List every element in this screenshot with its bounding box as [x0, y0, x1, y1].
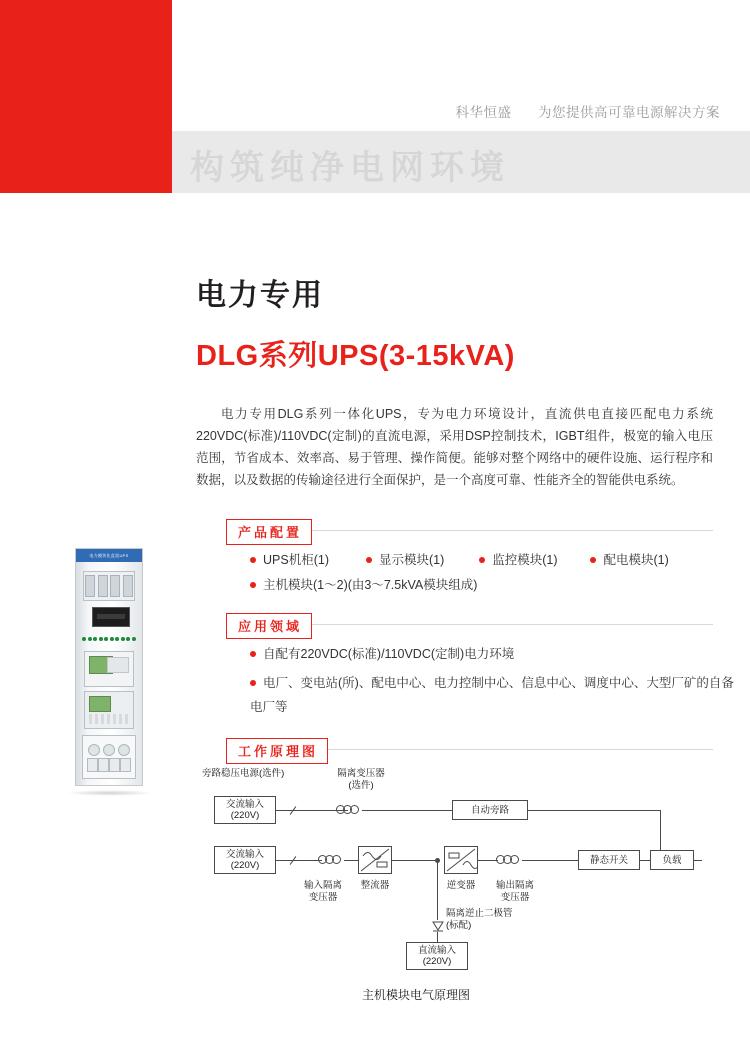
diagram-label-bypass-source: 旁路稳压电源(选件) [202, 768, 285, 779]
cabinet-keypad [107, 657, 129, 673]
bullet-dot-icon [250, 557, 256, 563]
diagram-wire [528, 810, 660, 811]
diagram-label-output-iso-1: 输出隔离 [495, 880, 534, 891]
diagram-wire [276, 860, 322, 861]
cabinet-led-row [82, 635, 136, 643]
cabinet-module-screen [89, 696, 111, 712]
diagram-box-line1: 交流输入 [225, 849, 264, 860]
diagram-wire [478, 860, 498, 861]
section-title-principle: 工作原理图 [226, 738, 328, 764]
diagram-box-line1: 直流输入 [417, 945, 456, 956]
page-subtitle: DLG系列UPS(3-15kVA) [196, 340, 515, 372]
diagram-wire [522, 860, 578, 861]
diagram-wire [392, 860, 438, 861]
section-header-config [226, 519, 312, 538]
diagram-transformer-input [318, 855, 344, 864]
diagram-box-line2: (220V) [422, 956, 452, 967]
diagram-caption: 主机模块电气原理图 [362, 988, 471, 1002]
config-item-label: 配电模块(1) [603, 553, 669, 568]
application-item-label: 自配有220VDC(标准)/110VDC(定制)电力环境 [263, 647, 515, 662]
cabinet-knobs [87, 742, 131, 758]
section-header-application [226, 613, 312, 632]
config-bullet-list [250, 548, 669, 598]
bullet-dot-icon [590, 557, 596, 563]
diagram-box-ac-input-2 [214, 846, 276, 874]
config-item-label: UPS机柜(1) [263, 553, 329, 568]
section-title-config: 产品配置 [226, 519, 312, 545]
diagram-box-line2: (220V) [230, 810, 260, 821]
page-title: 电力专用 [196, 279, 324, 312]
diagram-block-rectifier [358, 846, 392, 874]
blocking-diode-icon [431, 918, 445, 934]
config-item-label: 监控模块(1) [492, 553, 558, 568]
diagram-label-output-iso-2: 变压器 [500, 892, 530, 903]
cabinet-display-module [84, 651, 134, 687]
list-item [250, 548, 329, 573]
principle-diagram [196, 768, 696, 1018]
bullet-dot-icon [250, 582, 256, 588]
diagram-label-rectifier: 整流器 [360, 880, 390, 891]
application-bullet-list [250, 642, 740, 719]
diagram-transformer-bypass [336, 805, 362, 814]
config-row-1 [250, 548, 669, 573]
config-item-label: 显示模块(1) [378, 553, 445, 568]
header-red-block-lower [0, 131, 172, 193]
diagram-wire [362, 810, 452, 811]
diagram-box-static-switch: 静态开关 [578, 850, 640, 870]
diagram-label-blocking-diode: 隔离逆止二极管 [446, 908, 513, 919]
diagram-box-ac-input-1 [214, 796, 276, 824]
header-tagline-brand: 科华恒盛 [455, 105, 512, 120]
product-photo-shadow [66, 790, 154, 796]
diagram-label-isolation-xfmr: 隔离变压器 [337, 768, 385, 779]
header-tagline [455, 101, 720, 121]
bullet-dot-icon [479, 557, 485, 563]
cabinet-switch-bank [87, 758, 131, 772]
diagram-wire [344, 860, 358, 861]
diagram-label-blocking-diode-std: (标配) [446, 920, 472, 931]
cabinet-breaker-panel [83, 571, 135, 601]
application-row-2 [250, 671, 740, 719]
cabinet-top-band [76, 549, 142, 562]
intro-paragraph: 电力专用DLG系列一体化UPS，专为电力环境设计，直流供电直接匹配电力系统220VDC(标准)/110VDC(定制)的直流电源，采用DSP控制技术，IGBT组件，极宽的输入电压范围，节省成本、效率高、易于管理、操作简便。能够对整个网络中的硬件设施、运行程序和数据，以及数据的传输途径进行全面保护，是一个高度可靠、性能齐全的智能供电系统。 [196, 407, 713, 487]
title-block [196, 270, 515, 374]
diagram-label-inverter: 逆变器 [446, 880, 476, 891]
bullet-dot-icon [366, 557, 372, 563]
application-item-label: 电厂、变电站(所)、配电中心、电力控制中心、信息中心、调度中心、大型厂矿的自备电厂等 [250, 676, 734, 715]
header-watermark: 构筑纯净电网环境 [190, 149, 510, 187]
section-title-application: 应用领域 [226, 613, 312, 639]
diagram-label-input-iso-xfmr-1: 输入隔离 [303, 880, 342, 891]
diagram-box-load: 负载 [650, 850, 694, 870]
rectifier-symbol-icon [359, 847, 391, 873]
list-item [250, 642, 514, 667]
diagram-label-isolation-xfmr-option: (选件) [348, 780, 374, 791]
diagram-block-inverter [444, 846, 478, 874]
cabinet-label: 电力模块化直流UPS [89, 553, 129, 558]
diagram-label-input-iso-xfmr-2: 变压器 [308, 892, 338, 903]
product-photo [75, 548, 143, 786]
diagram-box-line1: 交流输入 [225, 799, 264, 810]
config-item-label: 主机模块(1～2)(由3～7.5kVA模块组成) [263, 578, 478, 593]
list-item [250, 573, 477, 598]
diagram-transformer-output [496, 855, 522, 864]
bullet-dot-icon [250, 651, 256, 657]
list-item [479, 548, 557, 573]
application-row-1 [250, 642, 740, 667]
list-item [366, 548, 444, 573]
diagram-box-auto-bypass: 自动旁路 [452, 800, 528, 820]
diagram-box-line2: (220V) [230, 860, 260, 871]
diagram-box-dc-input [406, 942, 468, 970]
list-item [590, 548, 668, 573]
section-header-principle [226, 738, 328, 757]
header-tagline-slogan: 为您提供高可靠电源解决方案 [538, 105, 720, 120]
cabinet-distribution-panel [82, 735, 136, 779]
bullet-dot-icon [250, 680, 256, 686]
cabinet-vents [89, 714, 129, 724]
config-row-2 [250, 573, 669, 598]
cabinet-power-module [84, 691, 134, 729]
page-header [0, 0, 750, 200]
inverter-symbol-icon [445, 847, 477, 873]
cabinet-meter [92, 607, 130, 627]
